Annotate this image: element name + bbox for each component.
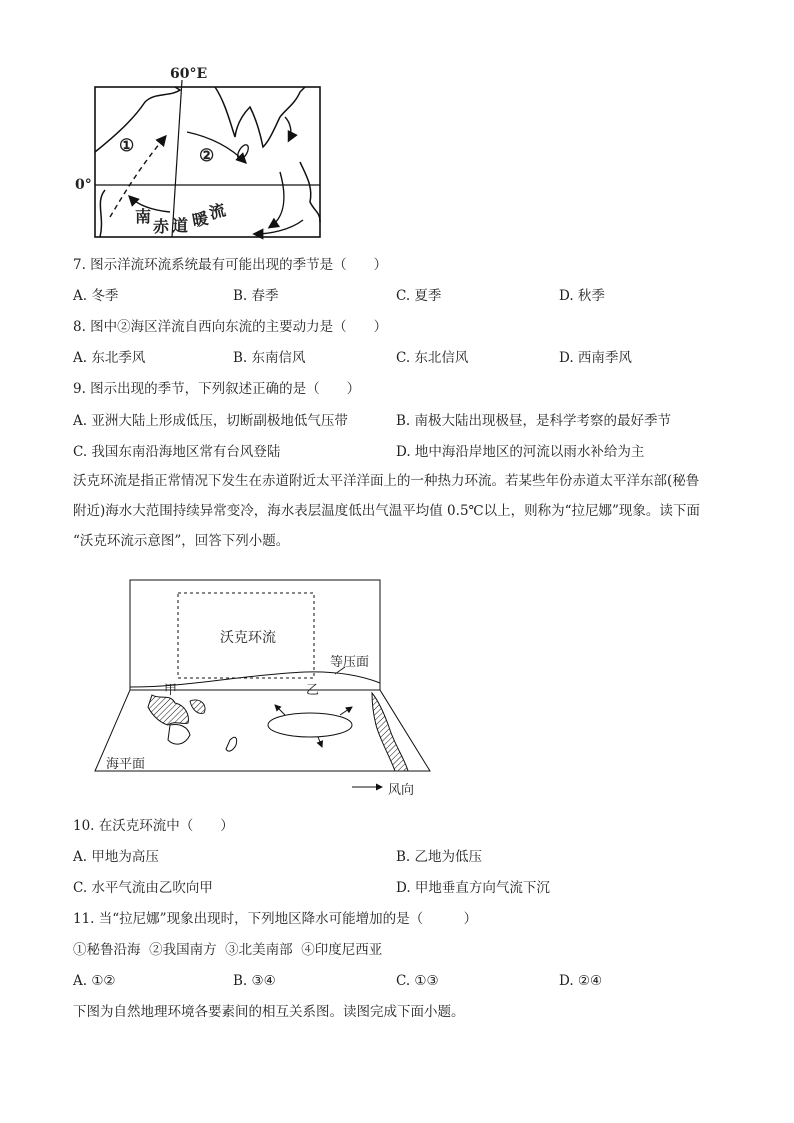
current-arrow-4 (255, 220, 303, 234)
sea-level-label: 海平面 (106, 757, 146, 772)
question-8-option-a[interactable]: A. 东北季风 (73, 350, 146, 366)
coastline-arabia (95, 87, 180, 152)
question-7-option-d[interactable]: D. 秋季 (559, 288, 605, 304)
landmass-south-america (372, 693, 408, 771)
current-arrow-3 (270, 172, 284, 227)
question-10-option-b[interactable]: B. 乙地为低压 (396, 849, 483, 865)
question-11-option-a[interactable]: A. ①② (73, 973, 116, 989)
question-9-stem: 9. 图示出现的季节，下列叙述正确的是（ ） (73, 381, 361, 397)
region-1-label: ① (119, 136, 135, 156)
question-11-items: ①秘鲁沿海 ②我国南方 ③北美南部 ④印度尼西亚 (73, 942, 383, 958)
question-10-option-d[interactable]: D. 甲地垂直方向气流下沉 (396, 880, 550, 896)
question-10-option-a[interactable]: A. 甲地为高压 (73, 849, 159, 865)
island-srilanka (236, 143, 251, 161)
current-arrow-2 (187, 132, 245, 162)
question-8-option-b[interactable]: B. 东南信风 (233, 350, 306, 366)
coastline-sumatra (300, 162, 320, 222)
longitude-label: 60°E (170, 66, 208, 82)
surface-circulation (268, 713, 352, 737)
landmass-asia (148, 695, 188, 725)
question-7-stem: 7. 图示洋流环流系统最有可能出现的季节是（ ） (73, 257, 388, 273)
question-11-option-d[interactable]: D. ②④ (559, 973, 603, 989)
ocean-current-map (75, 62, 335, 247)
current-label-char: 暖 (190, 208, 210, 231)
question-9-option-b[interactable]: B. 南极大陆出现极昼，是科学考察的最好季节 (396, 413, 672, 429)
current-label-char: 道 (172, 216, 189, 235)
coastline-africa (100, 190, 105, 237)
question-8-option-d[interactable]: D. 西南季风 (559, 350, 632, 366)
question-9-option-a[interactable]: A. 亚洲大陆上形成低压，切断副极地低气压带 (73, 413, 348, 429)
question-8-stem: 8. 图中②海区洋流自西向东流的主要动力是（ ） (73, 319, 388, 335)
question-9-option-d[interactable]: D. 地中海沿岸地区的河流以雨水补给为主 (396, 444, 645, 460)
question-11-option-c[interactable]: C. ①③ (396, 973, 439, 989)
coastline-india (215, 87, 305, 147)
current-label-char: 赤 (153, 217, 170, 236)
walker-label: 沃克环流 (220, 630, 276, 646)
landmass-nz (226, 737, 237, 751)
jia-label: 甲 (164, 683, 178, 698)
closing-instruction: 下图为自然地理环境各要素间的相互关系图。读图完成下面小题。 (73, 1004, 465, 1020)
passage (73, 466, 733, 556)
current-label-char: 流 (207, 200, 228, 223)
walker-circulation-diagram (90, 575, 450, 800)
passage-line: 沃克环流是指正常情况下发生在赤道附近太平洋洋面上的一种热力环流。若某些年份赤道太平洋东部(秘鲁 (73, 473, 700, 489)
question-9-option-c[interactable]: C. 我国东南沿海地区常有台风登陆 (73, 444, 281, 460)
question-10-option-c[interactable]: C. 水平气流由乙吹向甲 (73, 880, 213, 896)
wind-direction-label: 风向 (388, 783, 415, 798)
question-11-option-b[interactable]: B. ③④ (233, 973, 276, 989)
question-7-option-a[interactable]: A. 冬季 (73, 288, 119, 304)
current-label-char: 南 (135, 207, 152, 226)
passage-line: 附近)海水大范围持续异常变冷，海水表层温度低出气温平均值 0.5℃以上，则称为“拉尼娜”现象。读下面 (73, 503, 700, 519)
isobar-label: 等压面 (330, 655, 370, 670)
equator-label: 0° (75, 177, 92, 193)
question-11-stem: 11. 当“拉尼娜”现象出现时，下列地区降水可能增加的是（ ） (73, 911, 478, 927)
question-10-stem: 10. 在沃克环流中（ ） (73, 818, 234, 834)
current-arrow-5 (285, 117, 291, 140)
landmass-australia (168, 724, 190, 744)
question-7-option-b[interactable]: B. 春季 (233, 288, 279, 304)
passage-line: “沃克环流示意图”，回答下列小题。 (73, 533, 290, 549)
landmass-island (190, 700, 205, 714)
question-7-option-c[interactable]: C. 夏季 (396, 288, 442, 304)
yi-label: 乙 (306, 683, 320, 698)
question-8-option-c[interactable]: C. 东北信风 (396, 350, 469, 366)
region-2-label: ② (199, 146, 215, 166)
